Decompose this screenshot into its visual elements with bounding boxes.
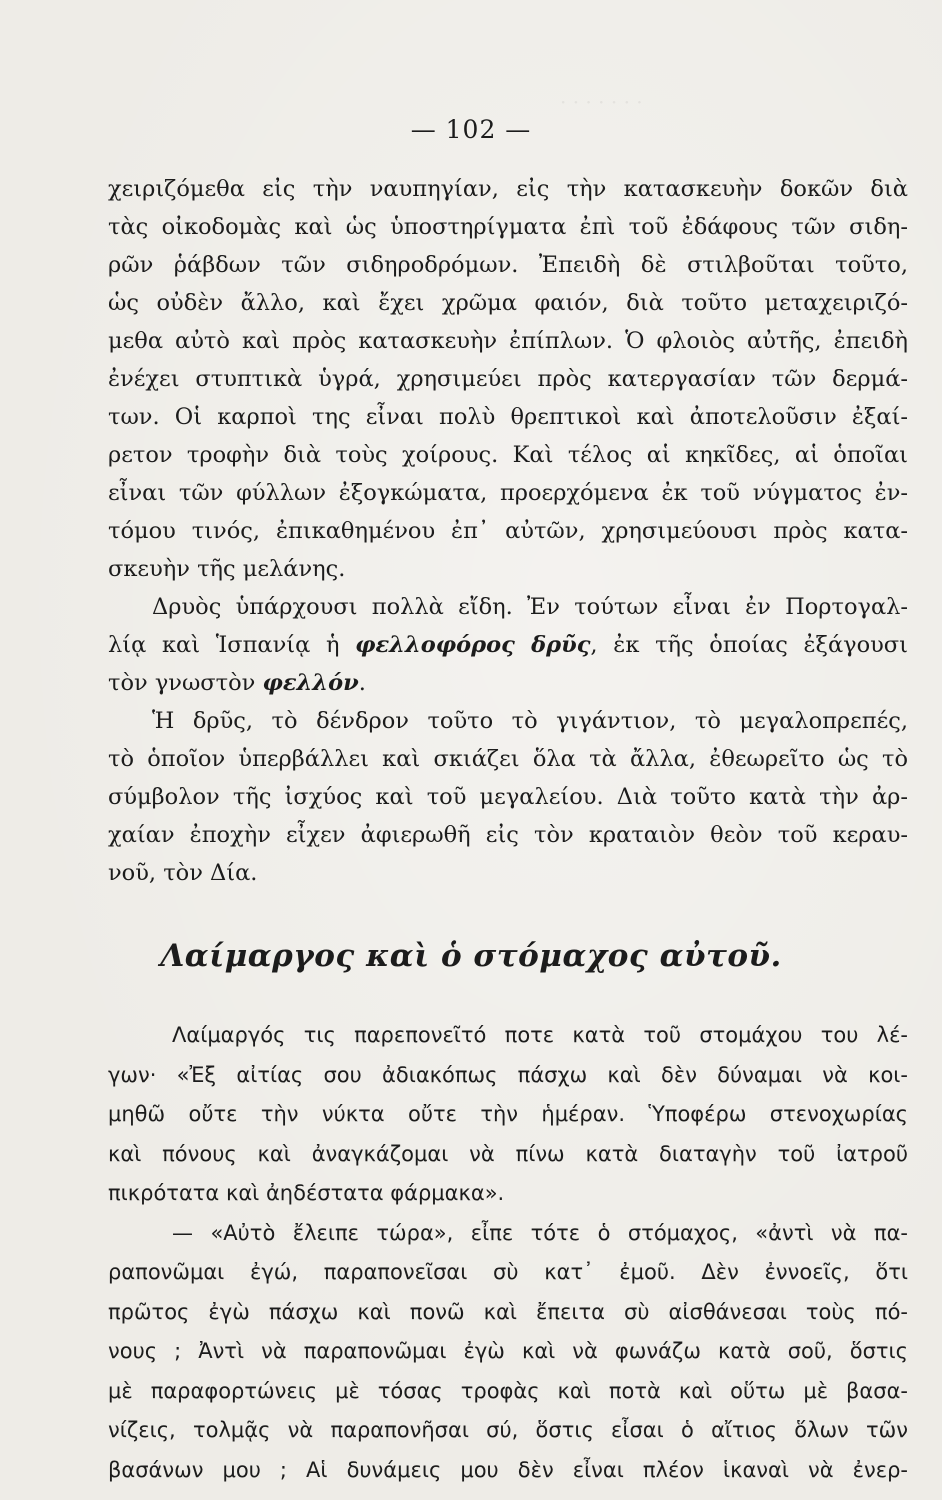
text-line: μηθῶ οὔτε τὴν νύκτα οὔτε τὴν ἡμέραν. Ὑποφέρω στενοχωρίας: [108, 1102, 908, 1126]
text-line: νοῦ, τὸν Δία.: [108, 860, 258, 886]
text-line: πρῶτος ἐγὼ πάσχω καὶ πονῶ καὶ ἔπειτα σὺ αἰσθάνεσαι τοὺς πό-: [108, 1299, 908, 1324]
text-line: τὸ ὁποῖον ὑπερβάλλει καὶ σκιάζει ὅλα τὰ ἄλλα, ἐθεωρεῖτο ὡς τὸ: [108, 746, 908, 772]
text-line-with-term: [108, 626, 908, 664]
text-line: ραπονῶμαι ἐγώ, παραπονεῖσαι σὺ κατ᾽ ἐμοῦ. Δὲν ἐννοεῖς, ὅτι: [108, 1260, 908, 1284]
text-line: νους ; Ἀντὶ νὰ παραπονῶμαι ἐγὼ καὶ νὰ φωνάζω κατὰ σοῦ, ὅστις: [108, 1339, 908, 1363]
text-line: ρετον τροφὴν διὰ τοὺς χοίρους. Καὶ τέλος αἱ κηκῖδες, αἱ ὁποῖαι: [108, 442, 908, 468]
text-fragment: .: [358, 670, 366, 696]
text-line: μεθα αὐτὸ καὶ πρὸς κατασκευὴν ἐπίπλων. Ὁ φλοιὸς αὐτῆς, ἐπειδὴ: [108, 328, 908, 354]
term-cork-oak: φελλοφόρος δρῦς: [355, 632, 591, 658]
term-cork: φελλόν: [262, 670, 359, 696]
text-line: γων· «Ἐξ αἰτίας σου ἀδιακόπως πάσχω καὶ δὲν δύναμαι νὰ κοι-: [108, 1062, 908, 1087]
text-line: ἐνέχει στυπτικὰ ὑγρά, χρησιμεύει πρὸς κατεργασίαν τῶν δερμά-: [108, 366, 908, 392]
text-line: καὶ πόνους καὶ ἀναγκάζομαι νὰ πίνω κατὰ διαταγὴν τοῦ ἰατροῦ: [108, 1141, 908, 1166]
bleed-through-text: · · · · · · ·: [560, 90, 643, 114]
text-line: σκευὴν τῆς μελάνης.: [108, 556, 346, 582]
text-line: των. Οἱ καρποὶ της εἶναι πολὺ θρεπτικοὶ καὶ ἀποτελοῦσιν ἐξαί-: [108, 404, 908, 430]
text-line: βασάνων μου ; Αἱ δυνάμεις μου δὲν εἶναι πλέον ἱκαναὶ νὰ ἐνερ-: [108, 1457, 908, 1482]
section-two-text: [108, 1016, 908, 1490]
text-fragment: λίᾳ καὶ Ἱσπανίᾳ ἡ: [108, 632, 356, 658]
section-heading: Λαίμαργος καὶ ὁ στόμαχος αὐτοῦ.: [160, 938, 782, 974]
text-line: εἶναι τῶν φύλλων ἐξογκώματα, προερχόμενα ἐκ τοῦ νύγματος ἐν-: [108, 480, 908, 506]
section-one-text: [108, 170, 908, 892]
text-line: Ἡ δρῦς, τὸ δένδρον τοῦτο τὸ γιγάντιον, τὸ μεγαλοπρεπές,: [152, 708, 908, 734]
text-line: Λαίμαργός τις παρεπονεῖτό ποτε κατὰ τοῦ στομάχου του λέ-: [172, 1023, 908, 1047]
text-line: μὲ παραφορτώνεις μὲ τόσας τροφὰς καὶ ποτὰ καὶ οὕτω μὲ βασα-: [108, 1378, 908, 1403]
text-line: σύμβολον τῆς ἰσχύος καὶ τοῦ μεγαλείου. Διὰ τοῦτο κατὰ τὴν ἀρ-: [108, 784, 908, 810]
text-fragment: , ἐκ τῆς ὁποίας ἐξάγουσι: [590, 632, 908, 658]
text-line: ὡς οὐδὲν ἄλλο, καὶ ἔχει χρῶμα φαιόν, διὰ τοῦτο μεταχειριζό-: [108, 290, 908, 316]
text-line: χειριζόμεθα εἰς τὴν ναυπηγίαν, εἰς τὴν κατασκευὴν δοκῶν διὰ: [108, 176, 908, 202]
text-line: τὰς οἰκοδομὰς καὶ ὡς ὑποστηρίγματα ἐπὶ τοῦ ἐδάφους τῶν σιδη-: [108, 214, 908, 240]
text-fragment: τὸν γνωστὸν: [108, 670, 263, 696]
text-line: νίζεις, τολμᾷς νὰ παραπονῆσαι σύ, ὅστις εἶσαι ὁ αἴτιος ὅλων τῶν: [108, 1418, 908, 1442]
text-line: χαίαν ἐποχὴν εἶχεν ἀφιερωθῆ εἰς τὸν κραταιὸν θεὸν τοῦ κεραυ-: [108, 822, 908, 848]
page-number: — 102 —: [410, 115, 532, 144]
text-line: Δρυὸς ὑπάρχουσι πολλὰ εἴδη. Ἐν τούτων εἶναι ἐν Πορτογαλ-: [152, 594, 908, 620]
text-line: πικρότατα καὶ ἀηδέστατα φάρμακα».: [108, 1181, 505, 1205]
text-line: — «Αὐτὸ ἔλειπε τώρα», εἶπε τότε ὁ στόμαχος, «ἀντὶ νὰ πα-: [172, 1220, 908, 1245]
text-line: ρῶν ῥάβδων τῶν σιδηροδρόμων. Ἐπειδὴ δὲ στιλβοῦται τοῦτο,: [108, 252, 908, 278]
text-line: τόμου τινός, ἐπικαθημένου ἐπ᾽ αὐτῶν, χρησιμεύουσι πρὸς κατα-: [108, 518, 908, 544]
text-line-with-term: [108, 664, 908, 702]
